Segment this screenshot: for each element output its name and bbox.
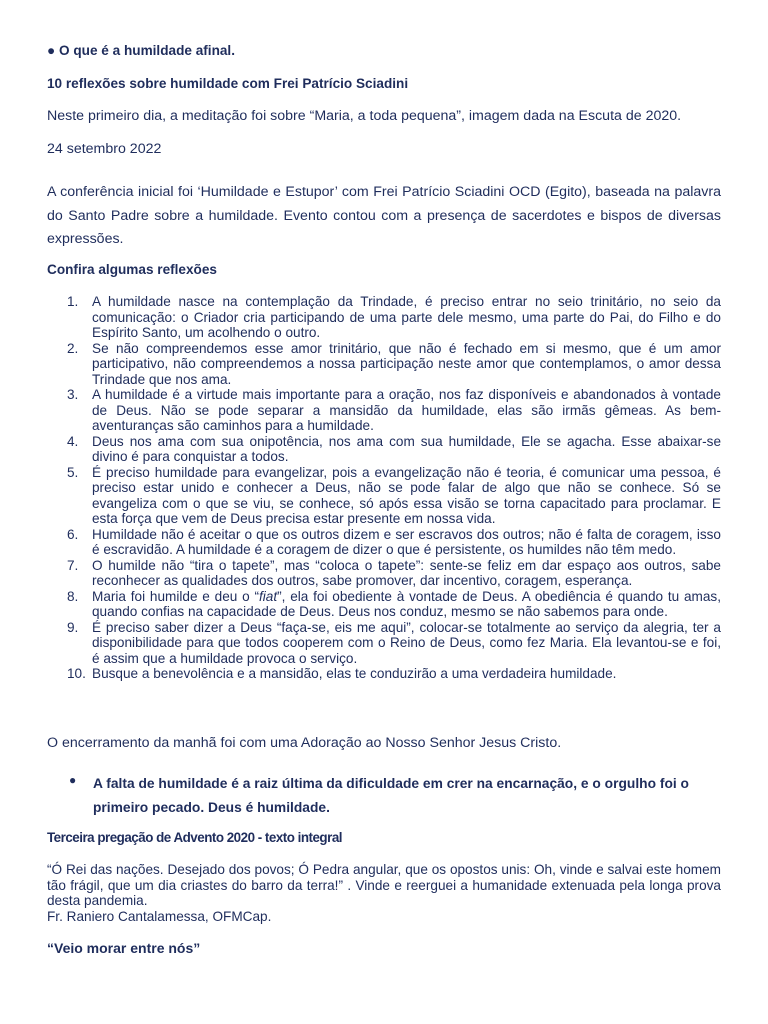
closing-paragraph: O encerramento da manhã foi com uma Adoração ao Nosso Senhor Jesus Cristo. xyxy=(47,735,562,751)
list-number: 5. xyxy=(67,464,79,480)
list-item xyxy=(47,527,721,558)
conference-paragraph: A conferência inicial foi ‘Humildade e Estupor’ com Frei Patrício Sciadini OCD (Egito), baseada na palavra do Santo Padre sobre a humildade. Evento contou com a presença de sacerdotes e bispos de diversas expressões. xyxy=(47,184,721,247)
subtitle: 10 reflexões sobre humildade com Frei Patrício Sciadini xyxy=(47,76,409,91)
list-number: 9. xyxy=(67,619,79,635)
list-item xyxy=(47,341,721,388)
quote-text: “Ó Rei das nações. Desejado dos povos; Ó Pedra angular, que os opostos unis: Oh, vinde e salvai este homem tão frágil, que um dia criastes do barro da terra!” . Vinde e reerguei a humanidade extenuada pela longa prova desta pandemia. xyxy=(47,862,721,909)
list-item xyxy=(47,465,721,527)
advent-heading: Terceira pregação de Advento 2020 - texto integral xyxy=(47,830,342,845)
list-item-text-start: Maria foi humilde e deu o “ xyxy=(92,588,259,604)
bullet-text: A falta de humildade é a raiz última da dificuldade em crer na encarnação, e o orgulho foi o primeiro pecado. Deus é humildade. xyxy=(93,776,689,815)
quote-author: Fr. Raniero Cantalamessa, OFMCap. xyxy=(47,908,272,924)
bullet-icon: ● xyxy=(69,773,77,787)
date-line: 24 setembro 2022 xyxy=(47,141,162,157)
list-number: 1. xyxy=(67,294,79,309)
list-item-text: É preciso saber dizer a Deus “faça-se, eis me aqui”, colocar-se totalmente ao serviço da alegria, ter a disponibilidade para que todos cooperem com o Reino de Deus, como fez Maria. Ela levantou-se e foi, é assim que a humildade provoca o serviço. xyxy=(92,619,721,666)
list-item-italic: fiat xyxy=(258,588,278,604)
list-item xyxy=(47,666,721,682)
list-number: 6. xyxy=(67,526,79,542)
list-number: 7. xyxy=(67,557,79,573)
list-number: 10. xyxy=(67,666,86,681)
intro-paragraph: Neste primeiro dia, a meditação foi sobre “Maria, a toda pequena”, imagem dada na Escuta de 2020. xyxy=(47,108,682,124)
quote-block xyxy=(47,862,721,924)
list-number: 4. xyxy=(67,433,79,449)
final-heading: “Veio morar entre nós” xyxy=(47,940,201,956)
list-item-text: O humilde não “tira o tapete”, mas “coloca o tapete”: sente-se feliz em dar espaço aos outros, sabe reconhecer as qualidades dos outros, sabe promover, dar incentivo, coragem, esperança. xyxy=(92,557,721,588)
reflections-heading: Confira algumas reflexões xyxy=(47,262,217,277)
list-item-text-end: ”, ela foi obediente à vontade de Deus. A obediência é quando tu amas, quando confias na capacidade de Deus. Deus nos conduz, mesmo se não sabemos para onde. xyxy=(92,588,721,619)
list-number: 8. xyxy=(67,588,79,604)
list-item xyxy=(47,589,721,620)
list-item-text: Humildade não é aceitar o que os outros dizem e ser escravos dos outros; não é falta de coragem, isso é escravidão. A humildade é a coragem de dizer o que é persistente, os humildes não têm medo. xyxy=(92,526,721,557)
list-item xyxy=(47,387,721,434)
list-item-text: Deus nos ama com sua onipotência, nos ama com sua humildade, Ele se agacha. Esse abaixar-se divino é para conquistar a todos. xyxy=(92,433,721,464)
list-number: 3. xyxy=(67,387,79,402)
list-item-text: A humildade nasce na contemplação da Trindade, é preciso entrar no seio trinitário, no seio da comunicação: o Criador cria participando de uma parte dele mesmo, uma parte do Pai, do Filho e do Espírito Santo, um acolhendo o outro. xyxy=(92,294,721,340)
bullet-item xyxy=(47,772,721,820)
list-item-text: Se não compreendemos esse amor trinitário, que não é fechado em si mesmo, que é um amor participativo, não compreendemos a nossa participação neste amor que contemplamos, o amor dessa Trindade que nos ama. xyxy=(92,340,721,387)
list-item xyxy=(47,294,721,341)
list-item-text: A humildade é a virtude mais importante para a oração, nos faz disponíveis e abandonados à vontade de Deus. Não se pode separar a mansidão da humildade, elas são irmãs gêmeas. As bem-aventuranças são caminhos para a humildade. xyxy=(92,387,721,433)
list-item xyxy=(47,620,721,667)
list-item-text: Busque a benevolência e a mansidão, elas te conduzirão a uma verdadeira humildade. xyxy=(92,666,617,681)
page-title: ● O que é a humildade afinal. xyxy=(47,43,235,58)
list-item-text: É preciso humildade para evangelizar, pois a evangelização não é teoria, é comunicar uma pessoa, é preciso estar unido e conhecer a Deus, não se pode falar de algo que não se conhece. Só se evangeliza com o que se viu, se conhece, só após essa visão se torna capacitado para proclamar. E esta força que vem de Deus precisa estar presente em nossa vida. xyxy=(92,464,721,526)
list-item xyxy=(47,434,721,465)
list-number: 2. xyxy=(67,340,79,356)
reflections-list xyxy=(47,294,721,682)
list-item xyxy=(47,558,721,589)
